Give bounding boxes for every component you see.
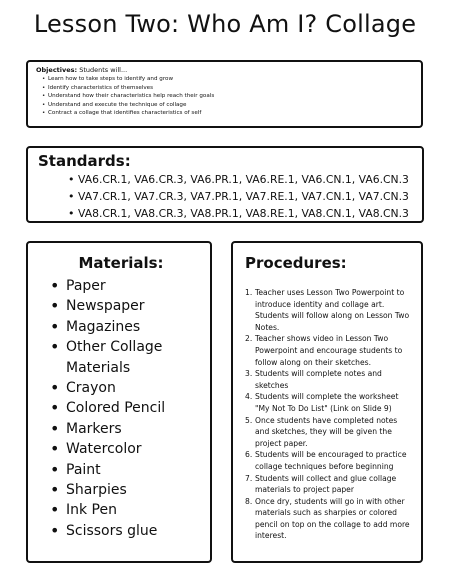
procedure-step — [245, 333, 413, 368]
procedure-step-text: Students will collect and glue collage materials to project paper — [255, 473, 397, 495]
standards-box — [26, 146, 424, 223]
material-item: • Paint — [50, 460, 202, 480]
procedure-step-text: Students will complete notes and sketches — [255, 369, 382, 390]
material-item: • Watercolor — [50, 439, 202, 459]
material-item: • Paper — [50, 276, 202, 296]
material-item: • Crayon — [50, 378, 202, 398]
procedure-step-number: 6. — [245, 450, 253, 460]
objectives-heading — [36, 66, 413, 75]
procedure-step-text: Students will complete the worksheet "My Not To Do List" (Link on Slide 9) — [255, 392, 399, 413]
objective-item: • Identify characteristics of themselves — [42, 84, 413, 93]
procedure-step-number: 5. — [245, 415, 253, 425]
standard-item: • VA7.CR.1, VA7.CR.3, VA7.PR.1, VA7.RE.1, VA7.CN.1, VA7.CN.3 — [68, 188, 412, 205]
procedure-step-number: 7. — [245, 473, 253, 483]
standard-item: • VA8.CR.1, VA8.CR.3, VA8.PR.1, VA8.RE.1, VA8.CN.1, VA8.CN.3 — [68, 205, 412, 222]
procedure-step — [245, 368, 413, 391]
objective-item: • Understand how their characteristics help reach their goals — [42, 92, 413, 101]
standards-title: Standards: — [38, 152, 131, 170]
page-title: Lesson Two: Who Am I? Collage — [33, 10, 417, 38]
objective-item: • Learn how to take steps to identify and grow — [42, 75, 413, 84]
procedure-step — [245, 391, 413, 414]
procedure-step-text: Teacher uses Lesson Two Powerpoint to introduce identity and collage art. Students will follow along on Lesson Two Notes. — [255, 288, 410, 332]
procedure-step-number: 1. — [245, 288, 253, 297]
objectives-label: Objectives: — [36, 66, 78, 74]
material-item: • Markers — [50, 419, 202, 439]
standards-list — [38, 171, 412, 222]
procedure-step — [245, 287, 413, 333]
procedure-step — [245, 473, 413, 496]
material-item: • Colored Pencil — [50, 398, 202, 418]
procedure-step-text: Once dry, students will go in with other materials such as sharpies or colored pencil on top on the collage to add more interest. — [255, 496, 410, 541]
materials-title: Materials: — [78, 254, 164, 272]
procedures-list — [245, 287, 413, 542]
material-item: • Sharpies — [50, 480, 202, 500]
procedure-step-text: Teacher shows video in Lesson Two Powerpoint and encourage students to follow along on their sketches. — [255, 334, 403, 367]
procedure-step — [245, 496, 413, 542]
objective-item: • Understand and execute the technique of collage — [42, 101, 413, 110]
procedures-box — [231, 241, 423, 563]
materials-box — [26, 241, 212, 563]
objectives-intro: Students will... — [77, 66, 128, 74]
procedure-step — [245, 415, 413, 450]
material-item: • Magazines — [50, 317, 202, 337]
objective-item: • Contract a collage that identifies characteristics of self — [42, 109, 413, 118]
material-item: • Newspaper — [50, 296, 202, 316]
procedure-step-text: Students will be encouraged to practice collage techniques before beginning — [255, 450, 407, 471]
procedure-step-text: Once students have completed notes and sketches, they will be given the project paper. — [255, 415, 398, 448]
procedure-step — [245, 449, 413, 472]
material-item: • Ink Pen — [50, 500, 202, 520]
procedure-step-number: 2. — [245, 334, 253, 344]
procedure-step-number: 3. — [245, 369, 253, 379]
procedure-step-number: 4. — [245, 392, 253, 402]
objectives-list — [36, 75, 413, 118]
objectives-box — [26, 60, 423, 128]
material-item: • Other Collage Materials — [50, 337, 202, 378]
procedures-title: Procedures: — [245, 254, 347, 272]
materials-list — [50, 276, 202, 541]
procedure-step-number: 8. — [245, 496, 253, 506]
material-item: • Scissors glue — [50, 521, 202, 541]
standard-item: • VA6.CR.1, VA6.CR.3, VA6.PR.1, VA6.RE.1, VA6.CN.1, VA6.CN.3 — [68, 171, 412, 188]
